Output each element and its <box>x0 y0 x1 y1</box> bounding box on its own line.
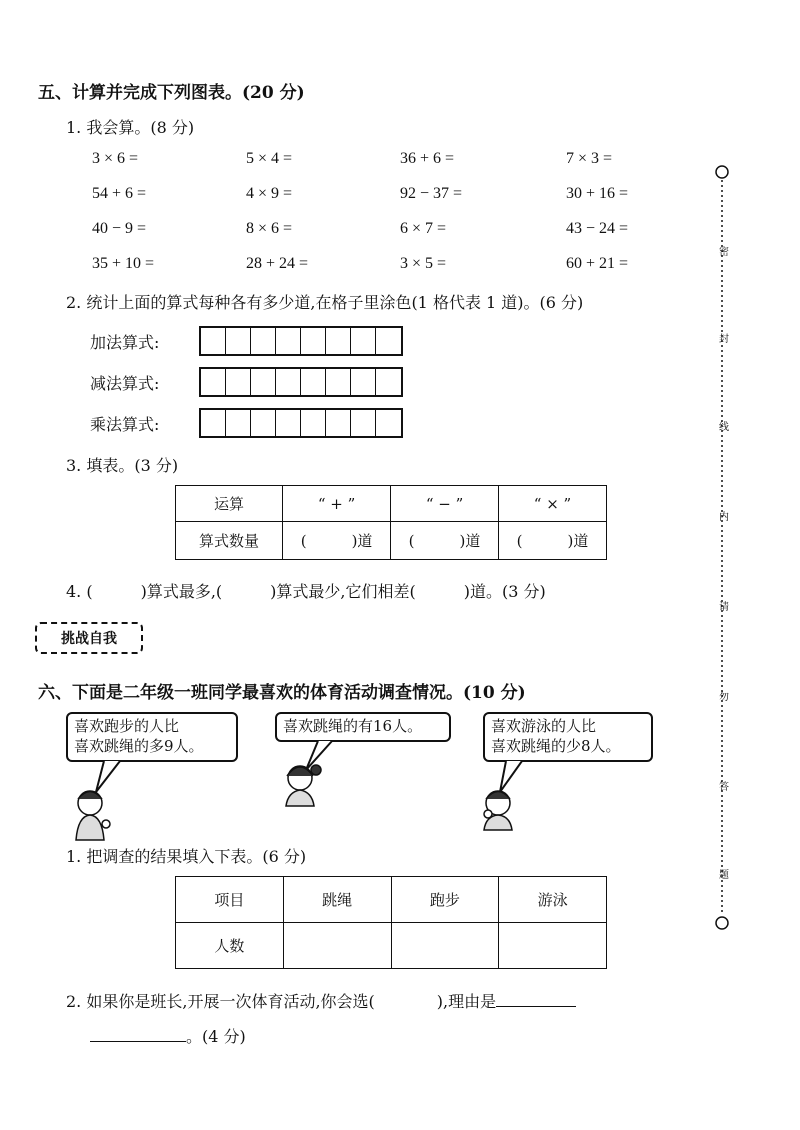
side-char: 线 <box>719 422 729 433</box>
answer-cell[interactable] <box>499 923 607 969</box>
table-row-label: 算式数量 <box>176 522 283 560</box>
answer-cell[interactable] <box>283 923 391 969</box>
side-char: 答 <box>719 782 729 793</box>
multiplication-label: 乘法算式: <box>90 415 160 434</box>
addition-label: 加法算式: <box>90 333 160 352</box>
q6-2-mid: ),理由是 <box>436 992 497 1011</box>
boy-illustration <box>76 791 110 840</box>
q6-2-line1 <box>66 989 576 1012</box>
reason-blank-2[interactable] <box>90 1025 186 1042</box>
bubble-line: 喜欢跳绳的有16人。 <box>283 717 423 735</box>
table-header: “ + ” <box>283 486 391 522</box>
equation: 3 × 6 = <box>92 150 139 167</box>
equation: 40 − 9 = <box>92 220 147 237</box>
table-header: “ × ” <box>499 486 607 522</box>
reason-blank[interactable] <box>496 990 576 1007</box>
q2-title: 2. 统计上面的算式每种各有多少道,在格子里涂色(1 格代表 1 道)。(6 分) <box>66 293 584 312</box>
table-header: 跑步 <box>391 877 499 923</box>
answer-cell[interactable]: ( )道 <box>499 522 607 560</box>
girl-illustration <box>286 765 321 806</box>
q6-2-end: 。(4 分) <box>186 1027 246 1046</box>
q6-2-start: 2. 如果你是班长,开展一次体育活动,你会选( <box>66 992 375 1011</box>
survey-table <box>175 876 607 969</box>
q3-title: 3. 填表。(3 分) <box>66 456 179 475</box>
equation: 60 + 21 = <box>566 255 629 272</box>
q4-text: 4. ( )算式最多,( )算式最少,它们相差( )道。(3 分) <box>66 582 546 601</box>
seal-circle <box>716 917 728 929</box>
bubble-line: 喜欢跑步的人比 <box>74 717 180 735</box>
q1-title: 1. 我会算。(8 分) <box>66 118 195 137</box>
bubble-line: 喜欢游泳的人比 <box>491 717 597 735</box>
section5-title: 五、计算并完成下列图表。(20 分) <box>38 83 305 103</box>
equation: 43 − 24 = <box>566 220 629 237</box>
answer-cell[interactable]: ( )道 <box>283 522 391 560</box>
equation: 54 + 6 = <box>92 185 147 202</box>
challenge-badge: 挑战自我 <box>35 622 143 654</box>
equation: 7 × 3 = <box>566 150 613 167</box>
answer-cell[interactable]: ( )道 <box>391 522 499 560</box>
table-row-label: 人数 <box>176 923 284 969</box>
table-header: 运算 <box>176 486 283 522</box>
equation: 92 − 37 = <box>400 185 463 202</box>
side-char: 内 <box>719 512 729 523</box>
table-header: 项目 <box>176 877 284 923</box>
equation: 30 + 16 = <box>566 185 629 202</box>
bubble-tail <box>96 761 120 792</box>
seal-circle <box>716 166 728 178</box>
table-header: “ − ” <box>391 486 499 522</box>
table-header: 游泳 <box>499 877 607 923</box>
equation: 28 + 24 = <box>246 255 309 272</box>
table-header: 跳绳 <box>283 877 391 923</box>
bubble-line: 喜欢跳绳的多9人。 <box>74 737 204 755</box>
side-char: 封 <box>719 334 729 345</box>
q6-1-title: 1. 把调查的结果填入下表。(6 分) <box>66 847 307 866</box>
bubble-tail <box>500 761 522 792</box>
side-char: 勿 <box>719 692 729 703</box>
section6-title: 六、下面是二年级一班同学最喜欢的体育活动调查情况。(10 分) <box>38 683 526 703</box>
equation: 6 × 7 = <box>400 220 447 237</box>
equation: 4 × 9 = <box>246 185 293 202</box>
side-char: 题 <box>719 870 729 881</box>
equation: 5 × 4 = <box>246 150 293 167</box>
bubble-line: 喜欢跳绳的少8人。 <box>491 737 621 755</box>
subtraction-label: 减法算式: <box>90 374 160 393</box>
answer-cell[interactable] <box>391 923 499 969</box>
equation: 35 + 10 = <box>92 255 155 272</box>
equation: 36 + 6 = <box>400 150 455 167</box>
equation: 8 × 6 = <box>246 220 293 237</box>
q6-2-line2 <box>90 1024 246 1047</box>
side-char: 请 <box>719 602 729 613</box>
side-char: 密 <box>719 247 729 258</box>
boy-illustration <box>484 791 512 830</box>
equation: 3 × 5 = <box>400 255 447 272</box>
